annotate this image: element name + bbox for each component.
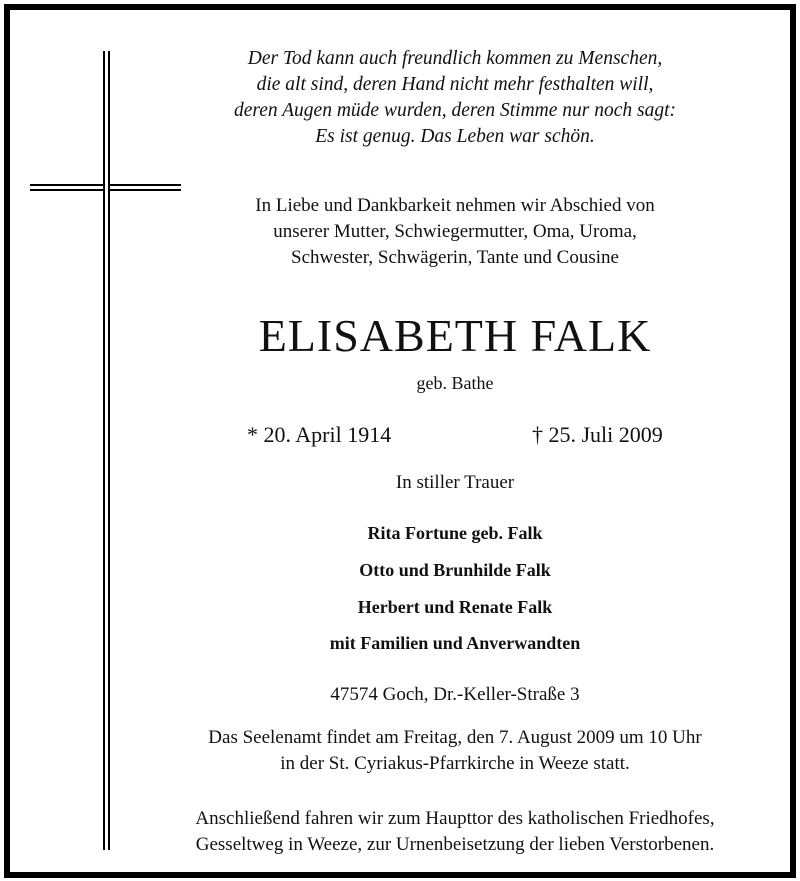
cross-icon — [103, 51, 110, 850]
obituary-notice — [4, 4, 796, 878]
address: 47574 Goch, Dr.-Keller-Straße 3 — [330, 684, 580, 705]
burial-line: Anschließend fahren wir zum Haupttor des katholischen Friedhofes, — [195, 808, 715, 829]
mourner-line: Herbert und Renate Falk — [357, 597, 553, 617]
intro-line: Schwester, Schwägerin, Tante und Cousine — [291, 247, 619, 268]
poem-line: deren Augen müde wurden, deren Stimme nur noch sagt: — [233, 100, 677, 121]
deceased-name: ELISABETH FALK — [258, 310, 652, 361]
mourner-line: mit Familien und Anverwandten — [329, 633, 581, 653]
birth-date: * 20. April 1914 — [247, 422, 392, 447]
mass-info — [120, 725, 790, 777]
mourning-heading: In stiller Trauer — [395, 472, 515, 493]
poem-line: die alt sind, deren Hand nicht mehr festhalten will, — [256, 74, 654, 95]
burial-line: Gesseltweg in Weeze, zur Urnenbeisetzung der lieben Verstorbenen. — [195, 834, 715, 855]
mass-line: in der St. Cyriakus-Pfarrkirche in Weeze statt. — [280, 753, 630, 774]
mass-line: Das Seelenamt findet am Freitag, den 7. August 2009 um 10 Uhr — [208, 727, 702, 748]
mourner-line: Otto und Brunhilde Falk — [359, 560, 551, 580]
poem-line: Der Tod kann auch freundlich kommen zu Menschen, — [247, 48, 663, 69]
poem-line: Es ist genug. Das Leben war schön. — [315, 126, 595, 147]
intro-text — [120, 193, 790, 271]
mourner-line: Rita Fortune geb. Falk — [367, 523, 543, 543]
cross-junction — [103, 184, 110, 191]
poem — [120, 46, 790, 150]
burial-info — [120, 806, 790, 858]
birth-name: geb. Bathe — [416, 373, 494, 393]
death-date: † 25. Juli 2009 — [532, 422, 663, 447]
intro-line: In Liebe und Dankbarkeit nehmen wir Abschied von — [255, 195, 655, 216]
intro-line: unserer Mutter, Schwiegermutter, Oma, Uroma, — [273, 221, 637, 242]
